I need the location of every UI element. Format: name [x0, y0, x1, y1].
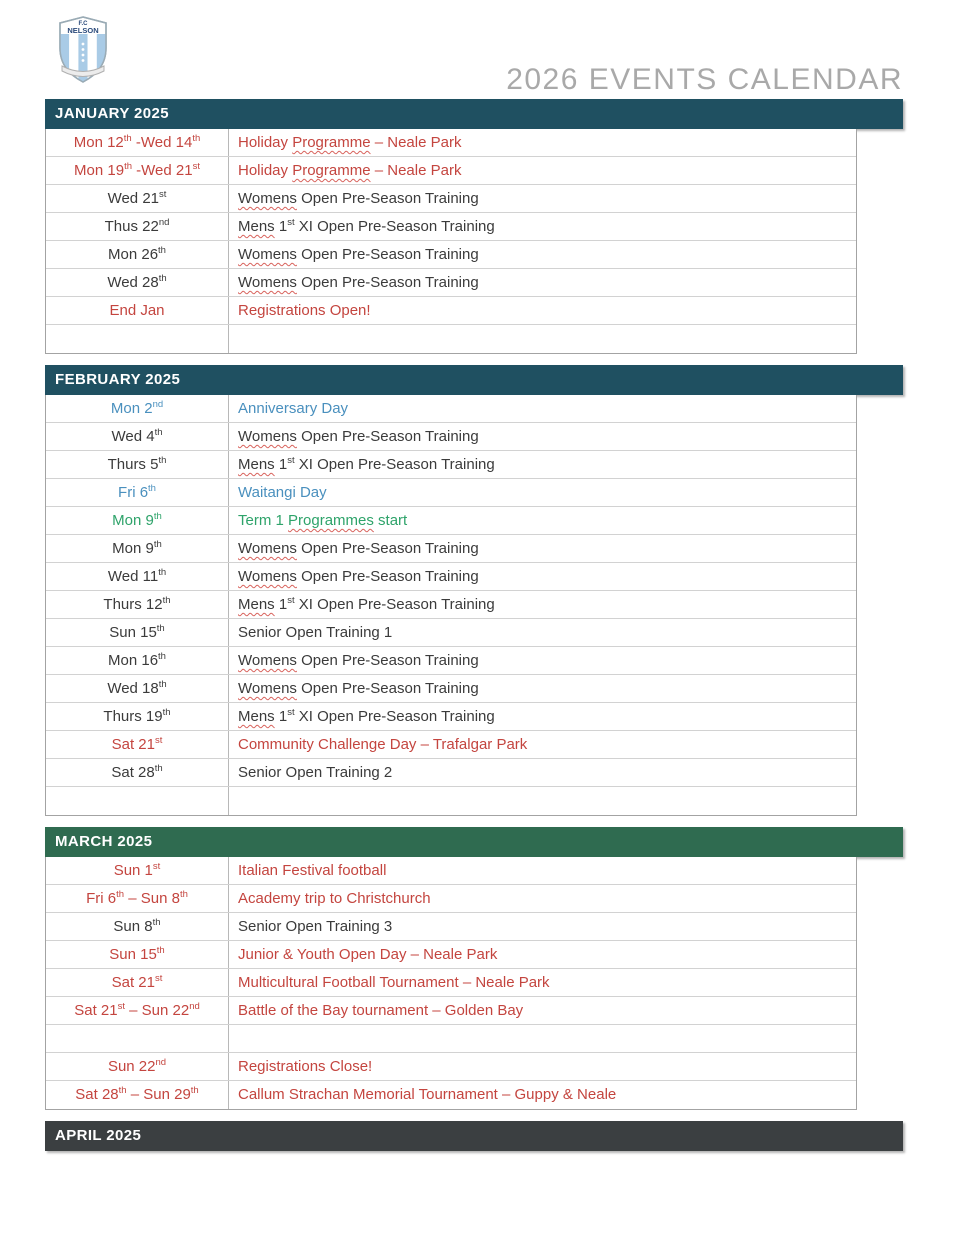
event-cell: Mens 1st XI Open Pre-Season Training — [238, 595, 495, 613]
table-row — [46, 269, 856, 297]
date-cell: Mon 12th -Wed 14th — [46, 129, 229, 156]
calendar — [45, 99, 903, 1151]
date-cell: Thus 22nd — [46, 213, 229, 240]
event-cell: Womens Open Pre-Season Training — [238, 190, 479, 207]
event-cell: Callum Strachan Memorial Tournament – Guppy & Neale — [238, 1086, 617, 1103]
date-cell: Wed 11th — [46, 563, 229, 590]
month-title: APRIL 2025 — [55, 1127, 142, 1144]
table-row — [46, 731, 856, 759]
document-header — [45, 0, 903, 99]
date-cell: Thurs 19th — [46, 703, 229, 730]
table-row — [46, 969, 856, 997]
table-row — [46, 759, 856, 787]
date-cell: Wed 21st — [46, 185, 229, 212]
table-row — [46, 941, 856, 969]
date-cell: Sun 15th — [46, 941, 229, 968]
date-cell: Wed 18th — [46, 675, 229, 702]
date-cell: Wed 28th — [46, 269, 229, 296]
table-row — [46, 1081, 856, 1109]
event-cell: Mens 1st XI Open Pre-Season Training — [238, 707, 495, 725]
month-table — [45, 857, 857, 1110]
club-crest — [55, 14, 111, 88]
date-cell: Wed 4th — [46, 423, 229, 450]
event-cell — [229, 787, 856, 815]
table-row — [46, 395, 856, 423]
table-row — [46, 647, 856, 675]
table-row — [46, 129, 856, 157]
table-row — [46, 157, 856, 185]
table-row — [46, 325, 856, 353]
month-title: FEBRUARY 2025 — [55, 371, 181, 388]
month-section — [45, 827, 903, 1110]
date-cell: Fri 6th — [46, 479, 229, 506]
logo-name-text: NELSON — [67, 26, 99, 35]
date-cell: Sun 1st — [46, 857, 229, 884]
table-row — [46, 1053, 856, 1081]
table-row — [46, 1025, 856, 1053]
event-cell: Mens 1st XI Open Pre-Season Training — [238, 217, 495, 235]
date-cell: End Jan — [46, 297, 229, 324]
event-cell: Anniversary Day — [238, 400, 349, 417]
table-row — [46, 619, 856, 647]
event-cell: Womens Open Pre-Season Training — [238, 540, 479, 557]
event-cell: Mens 1st XI Open Pre-Season Training — [238, 455, 495, 473]
event-cell: Waitangi Day — [238, 484, 327, 501]
date-cell: Thurs 5th — [46, 451, 229, 478]
event-cell: Senior Open Training 2 — [238, 764, 393, 781]
month-header — [45, 365, 903, 395]
event-cell: Womens Open Pre-Season Training — [238, 246, 479, 263]
event-cell — [229, 325, 856, 353]
table-row — [46, 591, 856, 619]
table-row — [46, 675, 856, 703]
month-header — [45, 827, 903, 857]
event-cell: Womens Open Pre-Season Training — [238, 274, 479, 291]
month-table — [45, 129, 857, 354]
logo-abbr-text: F.C — [78, 21, 88, 27]
event-cell: Holiday Programme – Neale Park — [238, 134, 462, 151]
table-row — [46, 297, 856, 325]
event-cell — [229, 1025, 856, 1052]
date-cell: Mon 19th -Wed 21st — [46, 157, 229, 184]
event-cell: Multicultural Football Tournament – Neale Park — [238, 974, 550, 991]
date-cell: Thurs 12th — [46, 591, 229, 618]
month-header — [45, 1121, 903, 1151]
event-cell: Term 1 Programmes start — [238, 512, 408, 529]
event-cell: Senior Open Training 3 — [238, 918, 393, 935]
date-cell: Mon 2nd — [46, 395, 229, 422]
event-cell: Senior Open Training 1 — [238, 624, 393, 641]
table-row — [46, 185, 856, 213]
month-section — [45, 99, 903, 354]
table-row — [46, 241, 856, 269]
month-title: MARCH 2025 — [55, 833, 153, 850]
table-row — [46, 535, 856, 563]
table-row — [46, 213, 856, 241]
table-row — [46, 451, 856, 479]
document-page — [45, 0, 903, 1151]
table-row — [46, 913, 856, 941]
month-section — [45, 1121, 903, 1151]
date-cell: Sat 21st – Sun 22nd — [46, 997, 229, 1024]
table-row — [46, 563, 856, 591]
table-row — [46, 703, 856, 731]
club-crest-icon — [55, 14, 111, 88]
date-cell: Sun 15th — [46, 619, 229, 646]
date-cell: Mon 9th — [46, 507, 229, 534]
date-cell: Mon 9th — [46, 535, 229, 562]
event-cell: Community Challenge Day – Trafalgar Park — [238, 736, 528, 753]
date-cell: Sat 28th – Sun 29th — [46, 1081, 229, 1109]
table-row — [46, 479, 856, 507]
event-cell: Womens Open Pre-Season Training — [238, 680, 479, 697]
date-cell — [46, 325, 229, 353]
table-row — [46, 423, 856, 451]
date-cell — [46, 1025, 229, 1052]
event-cell: Holiday Programme – Neale Park — [238, 162, 462, 179]
date-cell: Mon 16th — [46, 647, 229, 674]
table-row — [46, 885, 856, 913]
date-cell: Mon 26th — [46, 241, 229, 268]
event-cell: Womens Open Pre-Season Training — [238, 568, 479, 585]
date-cell — [46, 787, 229, 815]
event-cell: Battle of the Bay tournament – Golden Bay — [238, 1002, 524, 1019]
event-cell: Registrations Close! — [238, 1058, 373, 1075]
table-row — [46, 787, 856, 815]
event-cell: Academy trip to Christchurch — [238, 890, 431, 907]
table-row — [46, 857, 856, 885]
date-cell: Fri 6th – Sun 8th — [46, 885, 229, 912]
event-cell: Italian Festival football — [238, 862, 387, 879]
event-cell: Womens Open Pre-Season Training — [238, 652, 479, 669]
month-table — [45, 395, 857, 816]
month-section — [45, 365, 903, 816]
date-cell: Sat 21st — [46, 731, 229, 758]
date-cell: Sat 21st — [46, 969, 229, 996]
month-title: JANUARY 2025 — [55, 105, 170, 122]
date-cell: Sat 28th — [46, 759, 229, 786]
date-cell: Sun 8th — [46, 913, 229, 940]
event-cell: Womens Open Pre-Season Training — [238, 428, 479, 445]
event-cell: Junior & Youth Open Day – Neale Park — [238, 946, 498, 963]
event-cell: Registrations Open! — [238, 302, 371, 319]
date-cell: Sun 22nd — [46, 1053, 229, 1080]
month-header — [45, 99, 903, 129]
table-row — [46, 507, 856, 535]
page-title: 2026 EVENTS CALENDAR — [506, 63, 903, 96]
table-row — [46, 997, 856, 1025]
